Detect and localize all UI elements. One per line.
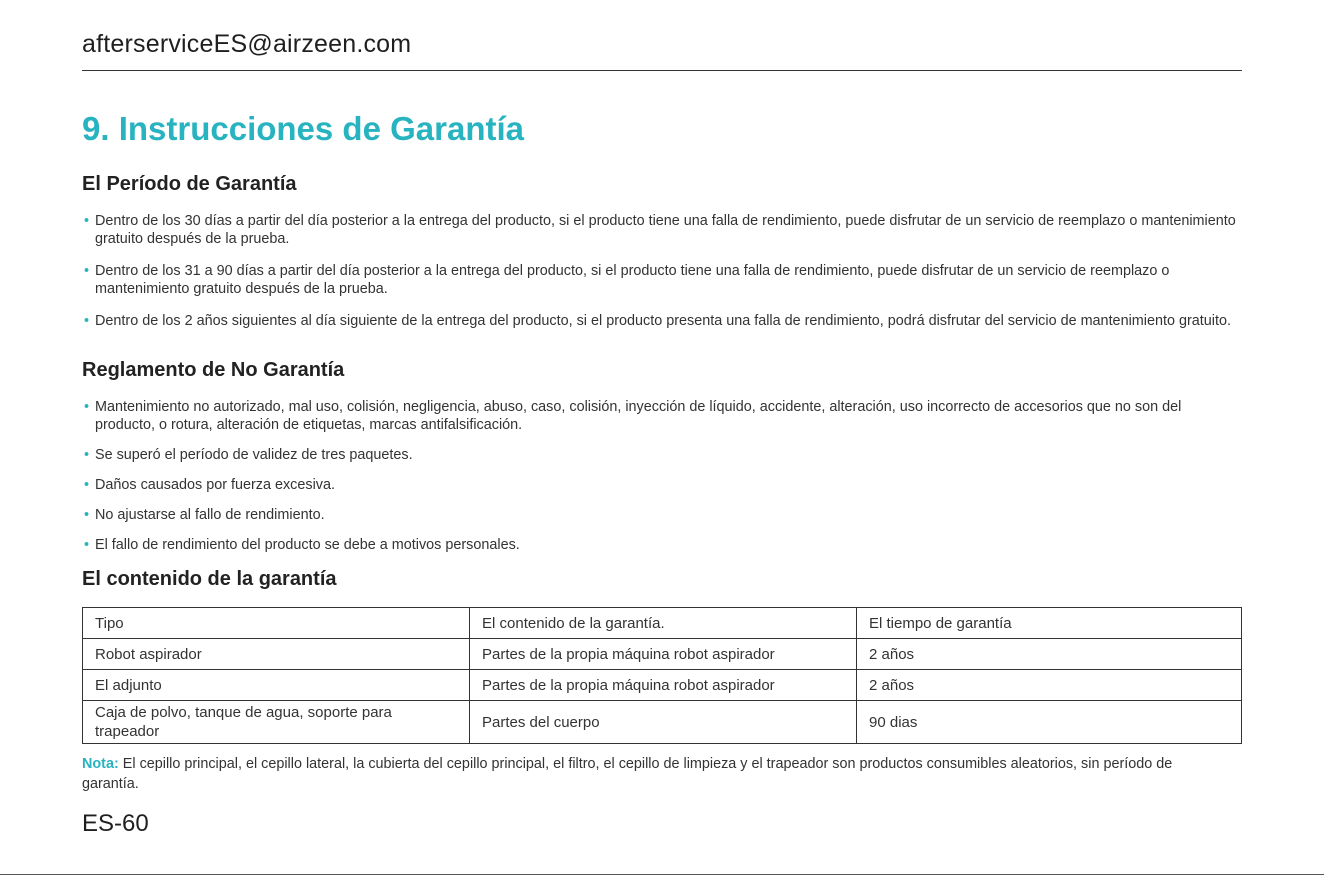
table-header-cell: Tipo: [83, 608, 470, 639]
list-item: • Dentro de los 30 días a partir del día posterior a la entrega del producto, si el producto tiene una falla de rendimiento, puede disfrutar de un servicio de reemplazo o mantenimiento gratuito después de la prueba.: [82, 212, 1242, 248]
list-item: • Mantenimiento no autorizado, mal uso, colisión, negligencia, abuso, caso, colisión, inyección de líquido, accidente, alteración, uso incorrecto de accesorios que no son del producto, o rotura, alteración de etiquetas, marcas antifalsificación.: [82, 398, 1242, 434]
list-item: • Daños causados por fuerza excesiva.: [82, 476, 1242, 494]
table-row: [83, 670, 1242, 701]
warranty-note: [82, 754, 1232, 794]
table-cell: Partes de la propia máquina robot aspirador: [470, 670, 857, 701]
bottom-divider: [0, 874, 1324, 875]
table-cell: Partes del cuerpo: [470, 701, 857, 744]
section-heading-warranty-content: El contenido de la garantía: [82, 568, 337, 590]
table-header-cell: El contenido de la garantía.: [470, 608, 857, 639]
section-heading-no-warranty: Reglamento de No Garantía: [82, 359, 345, 381]
warranty-table: [82, 607, 1242, 744]
section-heading-warranty-period: El Período de Garantía: [82, 173, 297, 195]
table-cell: 2 años: [857, 639, 1242, 670]
note-label: Nota:: [82, 756, 119, 772]
table-header-cell: El tiempo de garantía: [857, 608, 1242, 639]
list-item: • No ajustarse al fallo de rendimiento.: [82, 506, 1242, 524]
note-text: El cepillo principal, el cepillo lateral, la cubierta del cepillo principal, el filtro, el cepillo de limpieza y el trapeador son productos consumibles aleatorios, sin período de garantía.: [82, 756, 1173, 792]
support-email: afterserviceES@airzeen.com: [82, 30, 412, 58]
no-warranty-list: [82, 398, 1242, 554]
table-header-row: [83, 608, 1242, 639]
list-item: • Dentro de los 31 a 90 días a partir del día posterior a la entrega del producto, si el producto tiene una falla de rendimiento, puede disfrutar de un servicio de reemplazo o mantenimiento gratuito después de la prueba.: [82, 262, 1242, 298]
table-cell: Robot aspirador: [83, 639, 470, 670]
table-cell: 90 dias: [857, 701, 1242, 744]
manual-page: [82, 0, 1242, 876]
table-row: [83, 639, 1242, 670]
list-item: • Dentro de los 2 años siguientes al día siguiente de la entrega del producto, si el producto presenta una falla de rendimiento, podrá disfrutar del servicio de mantenimiento gratuito.: [82, 312, 1242, 330]
table-cell: El adjunto: [83, 670, 470, 701]
list-item: • Se superó el período de validez de tres paquetes.: [82, 446, 1242, 464]
page-title: 9. Instrucciones de Garantía: [82, 110, 524, 147]
table-cell: 2 años: [857, 670, 1242, 701]
page-number: ES-60: [82, 810, 149, 837]
list-item: • El fallo de rendimiento del producto se debe a motivos personales.: [82, 536, 1242, 554]
header-divider: [82, 70, 1242, 71]
table-cell: Caja de polvo, tanque de agua, soporte para trapeador: [83, 701, 470, 744]
table-row: [83, 701, 1242, 744]
warranty-period-list: [82, 212, 1242, 330]
table-cell: Partes de la propia máquina robot aspirador: [470, 639, 857, 670]
